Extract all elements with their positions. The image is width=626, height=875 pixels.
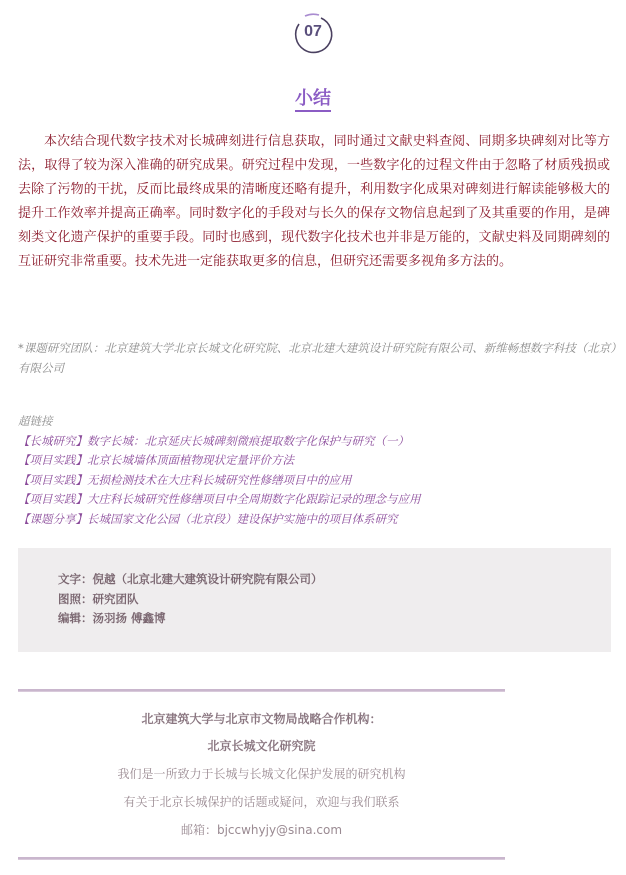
footer-divider-bottom	[18, 857, 505, 860]
section-badge	[291, 12, 335, 56]
section-number: 07	[304, 23, 322, 40]
summary-paragraph: 本次结合现代数字技术对长城碑刻进行信息获取，同时通过文献史料查阅、同期多块碑刻对比等方法，取得了较为深入准确的研究成果。研究过程中发现，一些数字化的过程文件由于忽略了材质残损或去除了污物的干扰，反而比最终成果的清晰度还略有提升，利用数字化成果对碑刻进行解读能够极大的提升工作效率并提高正确率。同时数字化的手段对与长久的保存文物信息起到了及其重要的作用，是碑刻类文化遗产保护的重要手段。同时也感到，现代数字化技术也并非是万能的，文献史料及同期碑刻的互证研究非常重要。技术先进一定能获取更多的信息，但研究还需要多视角多方法的。	[18, 134, 610, 269]
hyperlink-list	[18, 412, 618, 529]
footer-mission: 我们是一所致力于长城与长城文化保护发展的研究机构	[117, 767, 406, 781]
hyperlink-heading: 超链接	[18, 414, 53, 428]
research-team-note: *课题研究团队：北京建筑大学北京长城文化研究院、北京北建大建筑设计研究院有限公司、新维畅想数字科技（北京）有限公司	[18, 341, 616, 375]
page-title	[0, 84, 626, 110]
hyperlink-item[interactable]: 【项目实践】大庄科长城研究性修缮项目中全周期数字化跟踪记录的理念与应用	[18, 492, 421, 506]
hyperlink-item[interactable]: 【项目实践】无损检测技术在大庄科长城研究性修缮项目中的应用	[18, 472, 352, 487]
footer-partnership: 北京建筑大学与北京市文物局战略合作机构：	[141, 712, 382, 726]
credit-editor: 编辑：汤羽扬 傅鑫博	[58, 611, 166, 625]
hyperlink-item[interactable]: 【项目实践】北京长城墙体顶面植物现状定量评价方法	[18, 453, 294, 467]
credit-text: 文字：倪越（北京北建大建筑设计研究院有限公司）	[58, 572, 323, 586]
footer-contact-invite: 有关于北京长城保护的话题或疑问，欢迎与我们联系	[123, 795, 400, 809]
footer-divider-top	[18, 689, 505, 692]
footer-email[interactable]: 邮箱：bjccwhyjy@sina.com	[180, 823, 343, 837]
hyperlink-item[interactable]: 【长城研究】数字长城：北京延庆长城碑刻微痕提取数字化保护与研究（一）	[18, 433, 409, 448]
credit-photo: 图照：研究团队	[58, 592, 139, 606]
credits-box	[18, 548, 611, 652]
footer-institute-name: 北京长城文化研究院	[207, 739, 316, 753]
title-text: 小结	[295, 88, 331, 112]
hyperlink-item[interactable]: 【课题分享】长城国家文化公园（北京段）建设保护实施中的项目体系研究	[18, 511, 398, 526]
